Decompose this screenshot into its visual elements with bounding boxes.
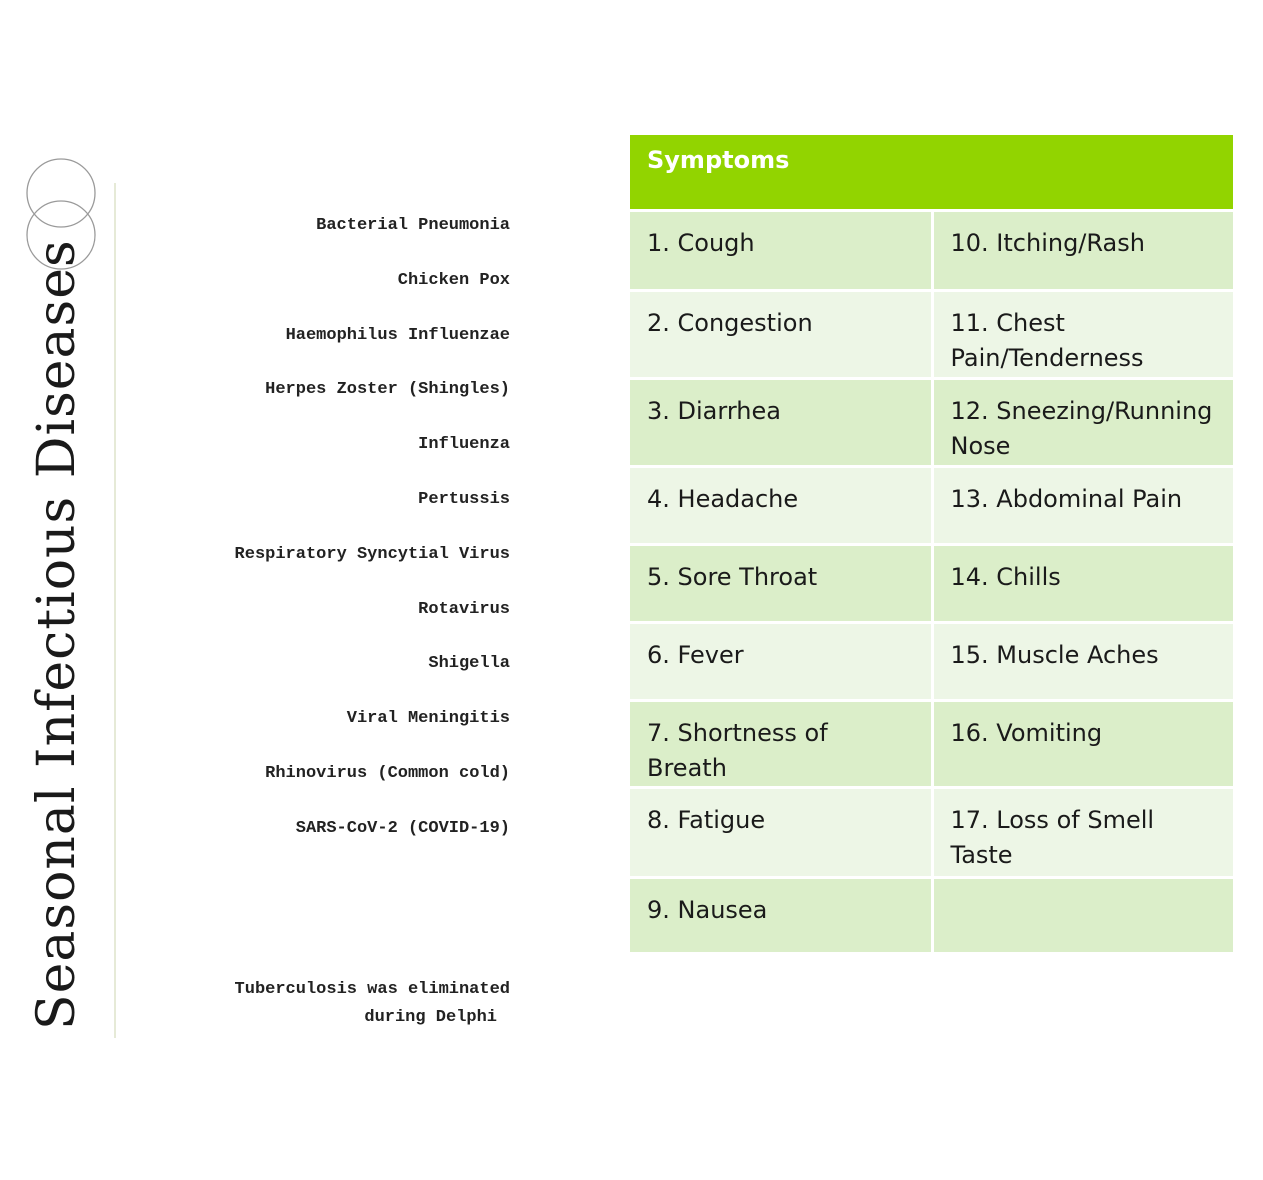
table-cell: 13. Abdominal Pain (932, 467, 1233, 545)
symptoms-header: Symptoms (630, 135, 1233, 211)
table-cell (932, 878, 1233, 954)
list-item: Chicken Pox (397, 270, 510, 290)
table-cell: 17. Loss of Smell Taste (932, 788, 1233, 878)
list-item: Rhinovirus (Common cold) (265, 763, 510, 783)
note-line-1: Tuberculosis was eliminated (234, 980, 510, 999)
table-cell: 5. Sore Throat (630, 545, 932, 623)
table-cell: 2. Congestion (630, 291, 932, 379)
table-cell: 9. Nausea (630, 878, 932, 954)
table-cell: 7. Shortness of Breath (630, 701, 932, 788)
table-cell: 16. Vomiting (932, 701, 1233, 788)
table-row (630, 788, 1233, 878)
table-row (630, 379, 1233, 467)
list-item: Viral Meningitis (346, 709, 510, 729)
table-cell: 10. Itching/Rash (932, 211, 1233, 291)
table-cell: 1. Cough (630, 211, 932, 291)
table-cell: 15. Muscle Aches (932, 623, 1233, 701)
table-cell: 8. Fatigue (630, 788, 932, 878)
tuberculosis-note (120, 976, 510, 1032)
table-cell: 4. Headache (630, 467, 932, 545)
list-item: Shigella (428, 654, 510, 674)
page-title: Seasonal Infectious Diseases (27, 239, 87, 1030)
table-row (630, 701, 1233, 788)
table-row (630, 623, 1233, 701)
list-item: SARS-CoV-2 (COVID-19) (295, 818, 510, 838)
list-item: Rotavirus (418, 599, 510, 619)
disease-list (120, 212, 510, 870)
table-row (630, 467, 1233, 545)
table-row (630, 878, 1233, 954)
table-row (630, 211, 1233, 291)
table-cell: 6. Fever (630, 623, 932, 701)
list-item: Pertussis (418, 489, 510, 509)
list-item: Haemophilus Influenzae (285, 325, 510, 345)
table-cell: 11. Chest Pain/Tenderness (932, 291, 1233, 379)
table-cell: 3. Diarrhea (630, 379, 932, 467)
table-cell: 14. Chills (932, 545, 1233, 623)
note-line-2: during Delphi (364, 1008, 497, 1027)
table-row (630, 545, 1233, 623)
list-item: Herpes Zoster (Shingles) (265, 380, 510, 400)
symptoms-table (630, 135, 1233, 955)
list-item: Influenza (418, 435, 510, 455)
list-item: Bacterial Pneumonia (316, 216, 510, 235)
table-row (630, 291, 1233, 379)
divider (114, 183, 116, 1038)
list-item: Respiratory Syncytial Virus (234, 544, 510, 564)
table-cell: 12. Sneezing/Running Nose (932, 379, 1233, 467)
